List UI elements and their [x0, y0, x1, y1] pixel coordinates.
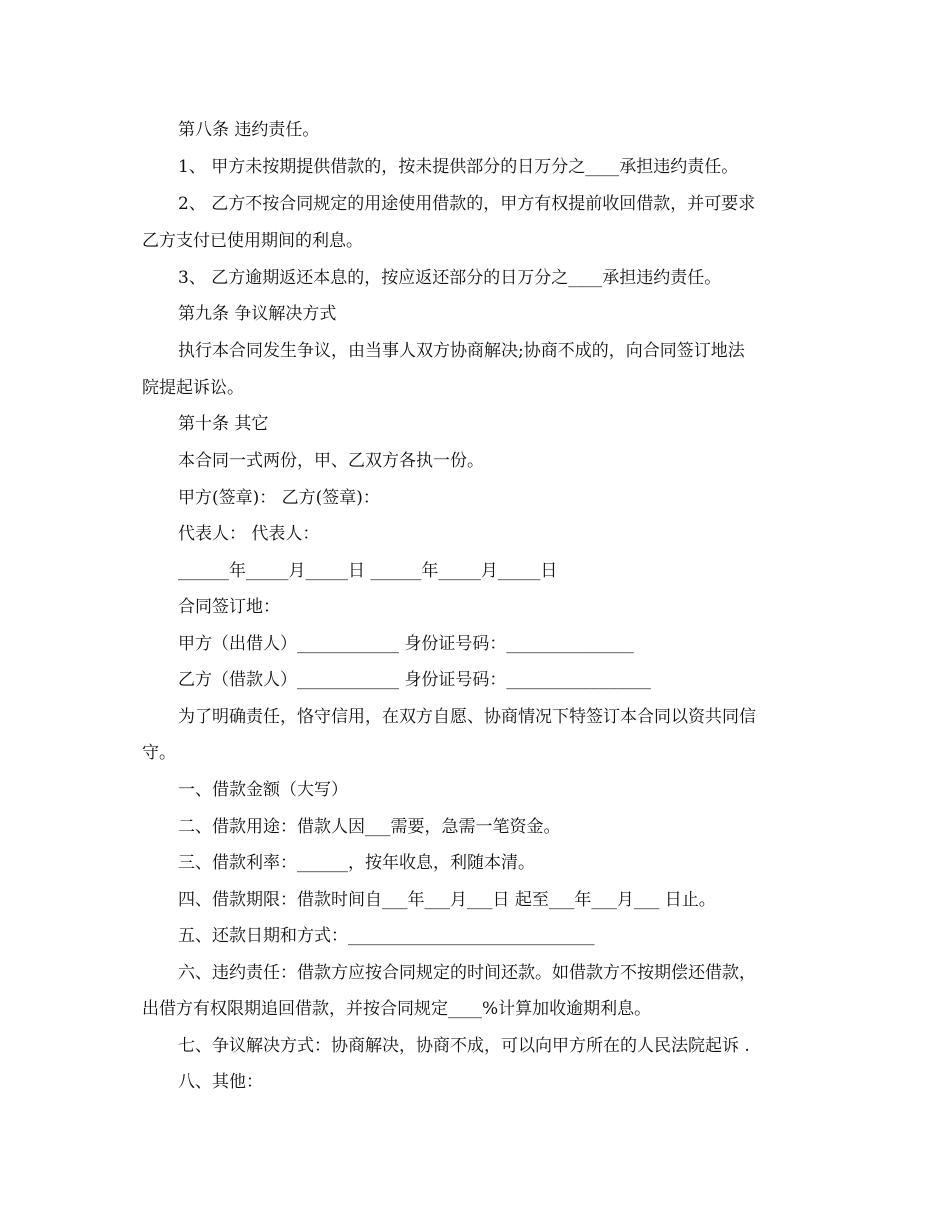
clause-8-2: 2、 乙方不按合同规定的用途使用借款的，甲方有权提前收回借款，并可要求 [178, 194, 756, 214]
signing-place-line: 合同签订地： [178, 597, 280, 617]
signature-line: 甲方(签章)： 乙方(签章)： [178, 488, 380, 508]
article-9-heading: 第九条 争议解决方式 [178, 304, 337, 324]
item-7-dispute: 七、争议解决方式：协商解决，协商不成，可以向甲方所在的人民法院起诉 . [178, 1036, 750, 1056]
borrower-id-line: 乙方（借款人）____________ 身份证号码：_________________ [178, 670, 651, 690]
representative-line: 代表人： 代表人： [178, 524, 320, 544]
article-10-text: 本合同一式两份，甲、乙双方各执一份。 [178, 451, 484, 471]
item-3-interest-rate: 三、借款利率：______，按年收息，利随本清。 [178, 853, 535, 873]
item-6-liability: 六、违约责任：借款方应按合同规定的时间还款。如借款方不按期偿还借款， [178, 963, 756, 983]
article-10-heading: 第十条 其它 [178, 414, 269, 434]
clause-8-2-continued: 乙方支付已使用期间的利息。 [142, 231, 363, 251]
article-9-text-continued: 院提起诉讼。 [142, 378, 244, 398]
preamble: 为了明确责任，恪守信用，在双方自愿、协商情况下特签订本合同以资共同信 [178, 707, 756, 727]
article-8-heading: 第八条 违约责任。 [178, 120, 320, 140]
item-5-repayment: 五、还款日期和方式：_____________________________ [178, 926, 595, 946]
clause-8-3: 3、 乙方逾期返还本息的，按应返还部分的日万分之____承担违约责任。 [178, 268, 722, 288]
lender-id-line: 甲方（出借人）____________ 身份证号码：_______________ [178, 634, 634, 654]
date-line: ______年_____月_____日 ______年_____月_____日 [178, 561, 558, 581]
item-8-other: 八、其他： [178, 1072, 263, 1092]
preamble-continued: 守。 [142, 743, 176, 763]
item-1-loan-amount: 一、借款金额（大写） [178, 780, 348, 800]
article-9-text: 执行本合同发生争议，由当事人双方协商解决;协商不成的，向合同签订地法 [178, 341, 745, 361]
item-6-liability-continued: 出借方有权限期追回借款，并按合同规定____%计算加收逾期利息。 [142, 999, 652, 1019]
item-2-loan-purpose: 二、借款用途：借款人因___需要，急需一笔资金。 [178, 817, 561, 837]
clause-8-1: 1、 甲方未按期提供借款的，按未提供部分的日万分之____承担违约责任。 [178, 157, 739, 177]
item-4-loan-term: 四、借款期限：借款时间自___年___月___日 起至___年___月___ 日止。 [178, 890, 716, 910]
